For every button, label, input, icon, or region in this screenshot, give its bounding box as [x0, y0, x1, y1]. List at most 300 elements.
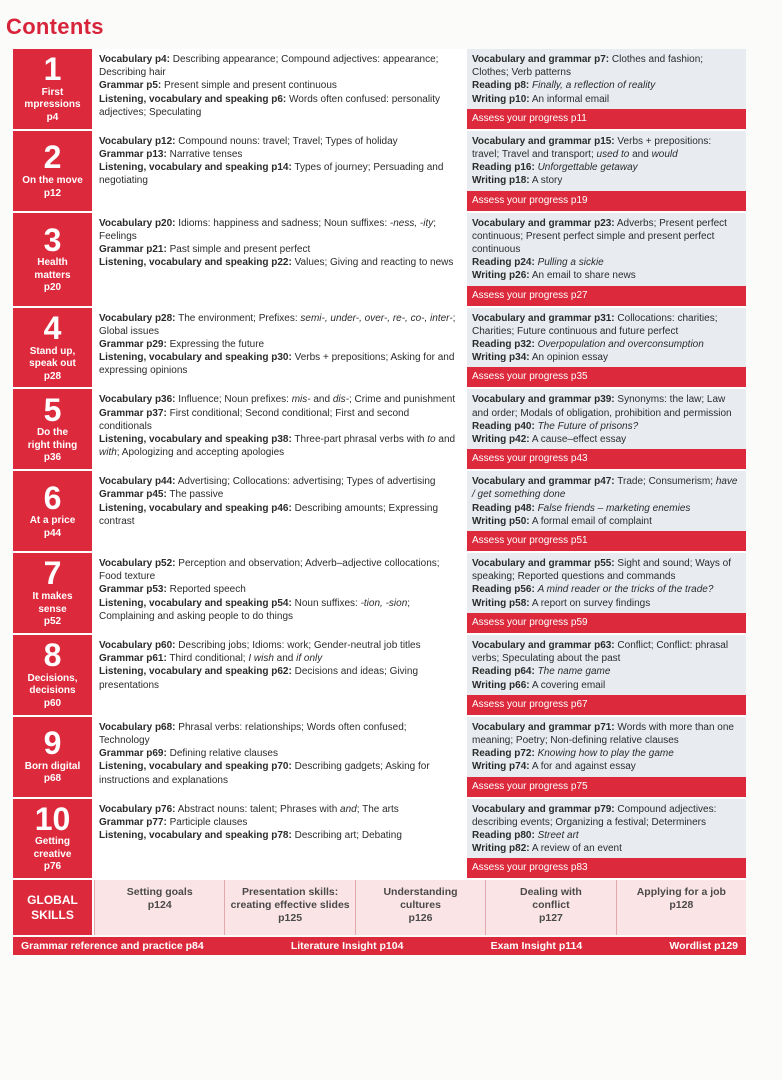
unit-page: p44: [43, 527, 62, 539]
unit-right-text: [467, 49, 746, 109]
line-label: Writing p10:: [472, 93, 530, 105]
unit-name: mpressions: [24, 99, 81, 111]
line-text: and: [629, 149, 652, 161]
global-skill-line: Setting goals: [126, 886, 193, 899]
assess-progress-bar: Assess your progress p51: [467, 531, 746, 551]
global-skills-title-line: GLOBAL: [27, 892, 78, 907]
line-label: Grammar p53:: [99, 584, 167, 596]
assess-progress-bar: Assess your progress p83: [467, 858, 746, 878]
line-label: Writing p26:: [472, 270, 530, 282]
unit-badge: [13, 389, 94, 469]
line-label: Listening, vocabulary and speaking p22:: [99, 257, 292, 269]
content-line: [99, 747, 458, 760]
global-skill-item: [616, 880, 746, 935]
unit-name: Do the: [36, 427, 69, 439]
content-line: [472, 433, 741, 446]
line-text: Overpopulation and overconsumption: [537, 339, 704, 351]
content-line: [99, 93, 458, 119]
unit-rows: [13, 49, 746, 880]
line-text: ; Global issues: [99, 312, 456, 337]
unit-row: [13, 471, 746, 553]
line-label: Listening, vocabulary and speaking p70:: [99, 761, 292, 773]
line-text: Trade; Consumerism;: [614, 476, 716, 488]
unit-left-column: [94, 213, 464, 306]
line-text: Third conditional;: [166, 653, 249, 665]
assess-progress-bar: Assess your progress p59: [467, 613, 746, 633]
unit-left-column: [94, 717, 464, 797]
line-text: The passive: [166, 489, 224, 501]
line-label: Vocabulary and grammar p39:: [472, 394, 615, 406]
line-text: Synonyms: the law; Law and order; Modals of obligation, prohibition and permission: [472, 394, 732, 419]
line-text: Describing gadgets; Asking for instructions and explanations: [99, 761, 430, 786]
line-text: Verbs + prepositions: travel; Travel and transport;: [472, 135, 712, 161]
line-label: Listening, vocabulary and speaking p78:: [99, 829, 292, 841]
footer-link: Literature Insight p104: [290, 940, 404, 953]
line-label: Writing p74:: [472, 761, 530, 773]
content-line: [99, 135, 458, 148]
line-text: Defining relative clauses: [166, 748, 278, 760]
global-skills-title: [13, 880, 94, 935]
unit-row: [13, 799, 746, 881]
unit-left-column: [94, 389, 464, 469]
line-label: Listening, vocabulary and speaking p62:: [99, 666, 292, 678]
unit-right-column: [464, 471, 746, 551]
content-line: [472, 312, 741, 338]
content-line: [472, 93, 741, 106]
content-line: [472, 557, 741, 583]
content-line: [99, 583, 458, 596]
assess-progress-bar: Assess your progress p35: [467, 367, 746, 387]
content-line: [99, 351, 458, 377]
line-text: would: [651, 149, 678, 161]
line-label: Reading p48:: [472, 502, 535, 514]
unit-right-text: [467, 131, 746, 191]
content-line: [472, 256, 741, 269]
line-text: A report on survey findings: [529, 597, 651, 609]
line-label: Vocabulary and grammar p63:: [472, 639, 615, 651]
global-skill-line: Applying for a job: [636, 886, 726, 899]
assess-progress-bar: Assess your progress p19: [467, 191, 746, 211]
unit-row: [13, 213, 746, 308]
line-text: Knowing how to play the game: [537, 748, 674, 760]
content-line: [99, 475, 458, 488]
unit-page: p4: [46, 111, 59, 123]
global-skills-row: [13, 880, 746, 935]
line-label: Grammar p69:: [99, 748, 167, 760]
content-line: [472, 665, 741, 678]
line-label: Grammar p5:: [99, 80, 162, 92]
unit-left-column: [94, 799, 464, 879]
line-label: Vocabulary and grammar p7:: [472, 54, 610, 65]
unit-name: matters: [34, 269, 71, 281]
line-text: ; Crime and punishment: [348, 394, 456, 406]
global-skill-line: p124: [147, 899, 172, 912]
line-text: Influence; Noun prefixes:: [175, 394, 292, 406]
unit-row: [13, 717, 746, 799]
content-line: [472, 639, 741, 665]
footer-bar: [13, 937, 746, 955]
unit-right-column: [464, 49, 746, 129]
content-line: [99, 652, 458, 665]
line-label: Vocabulary p4:: [99, 54, 170, 65]
line-text: ; Apologizing and accepting apologies: [116, 447, 285, 459]
unit-row: [13, 49, 746, 131]
unit-badge: [13, 213, 94, 306]
line-label: Vocabulary p68:: [99, 721, 176, 733]
unit-badge: [13, 471, 94, 551]
content-line: [99, 816, 458, 829]
content-line: [99, 557, 458, 583]
line-text: A for and against essay: [529, 761, 636, 773]
content-line: [472, 721, 741, 747]
unit-name: Decisions,: [27, 672, 78, 684]
line-text: Street art: [537, 829, 579, 841]
line-text: The name game: [537, 666, 611, 678]
global-skill-line: conflict: [532, 899, 570, 912]
line-label: Reading p72:: [472, 748, 535, 760]
line-text: Three-part phrasal verbs with: [291, 434, 428, 446]
unit-left-column: [94, 131, 464, 211]
content-line: [99, 161, 458, 187]
contents-table: [13, 49, 746, 955]
line-text: Words with more than one meaning; Poetry; Non-defining relative clauses: [472, 721, 734, 746]
unit-badge: [13, 49, 94, 129]
content-line: [472, 760, 741, 773]
global-skill-line: p126: [408, 912, 433, 925]
line-label: Listening, vocabulary and speaking p54:: [99, 597, 292, 609]
unit-left-column: [94, 635, 464, 715]
line-label: Reading p56:: [472, 584, 535, 596]
content-line: [472, 420, 741, 433]
line-label: Reading p80:: [472, 829, 535, 841]
unit-number: 1: [43, 51, 62, 88]
unit-name: Born digital: [24, 760, 81, 772]
line-label: Vocabulary and grammar p23:: [472, 217, 615, 229]
unit-name: speak out: [29, 358, 76, 370]
line-text: Describing jobs; Idioms: work; Gender-neutral job titles: [175, 639, 421, 651]
line-label: Grammar p13:: [99, 149, 167, 161]
content-line: [99, 639, 458, 652]
line-text: Describing appearance; Compound adjectives: appearance; Describing hair: [99, 54, 439, 79]
assess-progress-bar: Assess your progress p11: [467, 109, 746, 129]
line-text: and: [273, 653, 297, 665]
content-line: [472, 583, 741, 596]
global-skill-item: [224, 880, 354, 935]
line-text: Adverbs; Present perfect continuous; Present perfect simple and present perfect continuous: [472, 217, 727, 256]
line-text: The environment; Prefixes:: [175, 312, 301, 324]
unit-name: Getting: [35, 836, 70, 848]
global-skill-item: [485, 880, 615, 935]
unit-page: p60: [43, 697, 62, 709]
line-text: The Future of prisons?: [537, 420, 639, 432]
line-text: semi-, under-, over-, re-, co-, inter-: [300, 312, 453, 324]
unit-page: p28: [43, 370, 62, 382]
global-skill-line: p128: [669, 899, 694, 912]
line-text: A formal email of complaint: [529, 515, 652, 527]
global-skills-title-line: SKILLS: [31, 907, 74, 922]
unit-name: right thing: [27, 439, 78, 451]
line-text: A mind reader or the tricks of the trade?: [537, 584, 714, 596]
line-label: Vocabulary and grammar p79:: [472, 803, 615, 815]
unit-name: decisions: [29, 685, 76, 697]
line-label: Writing p82:: [472, 843, 530, 855]
line-text: Conflict; Conflict: phrasal verbs; Speculating about the past: [472, 639, 729, 665]
unit-right-text: [467, 471, 746, 531]
content-line: [472, 502, 741, 515]
content-line: [472, 679, 741, 692]
content-line: [99, 597, 458, 623]
line-label: Writing p34:: [472, 352, 530, 364]
line-text: ; The arts: [356, 803, 399, 815]
line-label: Grammar p61:: [99, 653, 167, 665]
line-text: used to: [596, 149, 630, 161]
line-text: A review of an event: [529, 843, 622, 855]
line-label: Writing p50:: [472, 515, 530, 527]
unit-name: First: [41, 86, 64, 98]
unit-number: 6: [43, 479, 62, 516]
unit-right-text: [467, 389, 746, 449]
unit-number: 2: [43, 139, 62, 176]
line-label: Grammar p21:: [99, 244, 167, 256]
content-line: [472, 217, 741, 257]
line-text: Collocations: charities; Charities; Future continuous and future perfect: [472, 312, 718, 337]
content-line: [99, 502, 458, 528]
line-label: Vocabulary and grammar p31:: [472, 312, 615, 324]
unit-number: 9: [43, 725, 62, 762]
line-text: Noun suffixes:: [291, 597, 361, 609]
line-text: Abstract nouns: talent; Phrases with: [175, 803, 341, 815]
line-text: Sight and sound; Ways of speaking; Reported questions and commands: [472, 558, 732, 583]
content-line: [472, 597, 741, 610]
line-text: Unforgettable getaway: [537, 162, 638, 174]
unit-right-column: [464, 799, 746, 879]
content-line: [99, 338, 458, 351]
content-line: [99, 393, 458, 406]
global-skill-line: p125: [278, 912, 303, 925]
line-text: have / get something done: [472, 476, 738, 501]
line-text: Advertising; Collocations: advertising; Types of advertising: [175, 476, 436, 488]
unit-right-column: [464, 131, 746, 211]
line-label: Grammar p77:: [99, 816, 167, 828]
line-label: Vocabulary p44:: [99, 476, 176, 488]
unit-badge: [13, 635, 94, 715]
global-skill-line: Understanding: [383, 886, 458, 899]
unit-row: [13, 389, 746, 471]
line-label: Vocabulary p52:: [99, 558, 176, 570]
line-label: Reading p16:: [472, 162, 535, 174]
line-label: Reading p32:: [472, 339, 535, 351]
line-text: Narrative tenses: [166, 149, 243, 161]
line-text: Verbs + prepositions; Asking for and expressing opinions: [99, 352, 455, 377]
line-label: Vocabulary and grammar p55:: [472, 558, 615, 570]
line-text: Idioms: happiness and sadness; Noun suffixes:: [175, 217, 390, 229]
content-line: [99, 53, 458, 79]
unit-name: Stand up,: [29, 345, 76, 357]
line-text: False friends – marketing enemies: [537, 502, 691, 514]
line-text: Decisions and ideas; Giving presentations: [99, 666, 419, 691]
unit-right-column: [464, 389, 746, 469]
unit-right-text: [467, 308, 746, 368]
content-line: [472, 79, 741, 92]
line-text: Clothes and fashion; Clothes; Verb patterns: [472, 54, 704, 79]
line-label: Reading p40:: [472, 420, 535, 432]
line-text: Present simple and present continuous: [161, 80, 337, 92]
footer-link: Wordlist p129: [669, 940, 738, 953]
unit-number: 4: [43, 310, 62, 346]
line-text: Describing amounts; Expressing contrast: [99, 502, 439, 527]
line-text: Compound nouns: travel; Travel; Types of holiday: [175, 135, 398, 147]
line-text: A story: [529, 175, 563, 187]
line-label: Vocabulary and grammar p15:: [472, 135, 615, 147]
unit-row: [13, 553, 746, 635]
content-line: [99, 256, 458, 269]
line-text: and: [435, 434, 456, 446]
assess-progress-bar: Assess your progress p67: [467, 695, 746, 715]
footer-link: Exam Insight p114: [490, 940, 583, 953]
unit-page: p52: [43, 616, 62, 628]
assess-progress-bar: Assess your progress p43: [467, 449, 746, 469]
line-text: ; Complaining and asking people to do things: [99, 597, 411, 622]
unit-right-column: [464, 308, 746, 388]
line-text: Compound adjectives: describing events; Organizing a festival; Determiners: [472, 803, 717, 828]
content-line: [472, 747, 741, 760]
line-text: Phrasal verbs: relationships; Words often confused; Technology: [99, 721, 407, 746]
unit-left-column: [94, 49, 464, 129]
unit-badge: [13, 308, 94, 388]
line-label: Grammar p45:: [99, 489, 167, 501]
content-line: [99, 829, 458, 842]
line-label: Grammar p37:: [99, 407, 167, 419]
line-label: Vocabulary and grammar p71:: [472, 721, 615, 733]
line-text: ; Feelings: [99, 217, 437, 242]
assess-progress-bar: Assess your progress p75: [467, 777, 746, 797]
unit-page: p68: [43, 773, 62, 785]
line-label: Listening, vocabulary and speaking p46:: [99, 502, 292, 514]
content-line: [472, 135, 741, 161]
line-label: Listening, vocabulary and speaking p6:: [99, 93, 287, 105]
line-text: Perception and observation; Adverb–adjective collocations; Food texture: [99, 558, 440, 583]
line-text: Pulling a sickie: [537, 257, 604, 269]
line-text: A cause–effect essay: [529, 434, 627, 446]
unit-right-text: [467, 717, 746, 777]
content-line: [472, 161, 741, 174]
unit-badge: [13, 131, 94, 211]
line-text: An email to share news: [529, 270, 636, 282]
unit-right-text: [467, 635, 746, 695]
content-line: [472, 393, 741, 419]
line-text: Finally, a reflection of reality: [532, 80, 656, 92]
content-line: [99, 79, 458, 92]
unit-row: [13, 131, 746, 213]
line-text: to: [427, 434, 436, 446]
unit-name: It makes: [32, 591, 73, 603]
line-text: Expressing the future: [166, 339, 265, 351]
page-title: Contents: [6, 14, 104, 39]
content-line: [99, 433, 458, 459]
global-skill-line: p127: [538, 912, 563, 925]
unit-row: [13, 308, 746, 390]
unit-right-text: [467, 553, 746, 613]
content-line: [99, 665, 458, 691]
unit-page: p36: [43, 452, 62, 464]
unit-name: On the move: [22, 175, 83, 187]
line-label: Reading p64:: [472, 666, 535, 678]
unit-name: At a price: [29, 515, 76, 527]
unit-number: 10: [34, 800, 71, 837]
content-line: [472, 53, 741, 79]
unit-page: p20: [43, 282, 62, 294]
content-line: [472, 338, 741, 351]
line-label: Writing p58:: [472, 597, 530, 609]
line-label: Writing p18:: [472, 175, 530, 187]
content-line: [472, 174, 741, 187]
unit-number: 8: [43, 637, 62, 674]
line-text: Past simple and present perfect: [166, 244, 311, 256]
line-label: Writing p66:: [472, 679, 530, 691]
line-text: -ness, -ity: [389, 217, 434, 229]
unit-page: p12: [43, 187, 62, 199]
line-label: Vocabulary p36:: [99, 394, 176, 406]
line-text: An opinion essay: [529, 352, 608, 364]
line-label: Vocabulary p28:: [99, 312, 176, 324]
content-line: [472, 829, 741, 842]
line-label: Vocabulary p76:: [99, 803, 176, 815]
content-line: [99, 312, 458, 338]
content-line: [472, 515, 741, 528]
content-line: [472, 475, 741, 501]
line-text: Participle clauses: [166, 816, 248, 828]
global-skill-line: Presentation skills:: [241, 886, 339, 899]
content-line: [99, 760, 458, 786]
line-text: A covering email: [529, 679, 606, 691]
unit-right-column: [464, 717, 746, 797]
content-line: [472, 842, 741, 855]
unit-number: 3: [43, 221, 62, 258]
line-text: I wish: [248, 653, 274, 665]
line-label: Listening, vocabulary and speaking p14:: [99, 162, 292, 174]
line-text: An informal email: [529, 93, 610, 105]
global-skill-item: [355, 880, 485, 935]
unit-left-column: [94, 308, 464, 388]
line-label: Grammar p29:: [99, 339, 167, 351]
line-text: and: [340, 803, 357, 815]
footer-link: Grammar reference and practice p84: [21, 940, 204, 953]
global-skills-items: [94, 880, 746, 935]
line-label: Writing p42:: [472, 434, 530, 446]
line-text: Words often confused: personality adjectives; Speculating: [99, 93, 441, 118]
unit-badge: [13, 799, 94, 879]
line-label: Vocabulary p12:: [99, 135, 176, 147]
line-text: if only: [296, 653, 323, 665]
unit-right-column: [464, 553, 746, 633]
unit-right-text: [467, 213, 746, 286]
content-line: [99, 407, 458, 433]
content-line: [99, 148, 458, 161]
line-text: mis-: [291, 394, 311, 406]
global-skill-line: creating effective slides: [230, 899, 350, 912]
unit-name: creative: [33, 848, 72, 860]
unit-right-column: [464, 635, 746, 715]
line-text: -tion, -sion: [360, 597, 408, 609]
unit-left-column: [94, 553, 464, 633]
line-text: Values; Giving and reacting to news: [291, 257, 454, 269]
content-line: [99, 488, 458, 501]
content-line: [99, 217, 458, 243]
line-text: Types of journey; Persuading and negotiating: [99, 162, 444, 187]
unit-number: 5: [43, 391, 62, 428]
global-skill-line: Dealing with: [520, 886, 582, 899]
line-text: and: [310, 394, 333, 406]
